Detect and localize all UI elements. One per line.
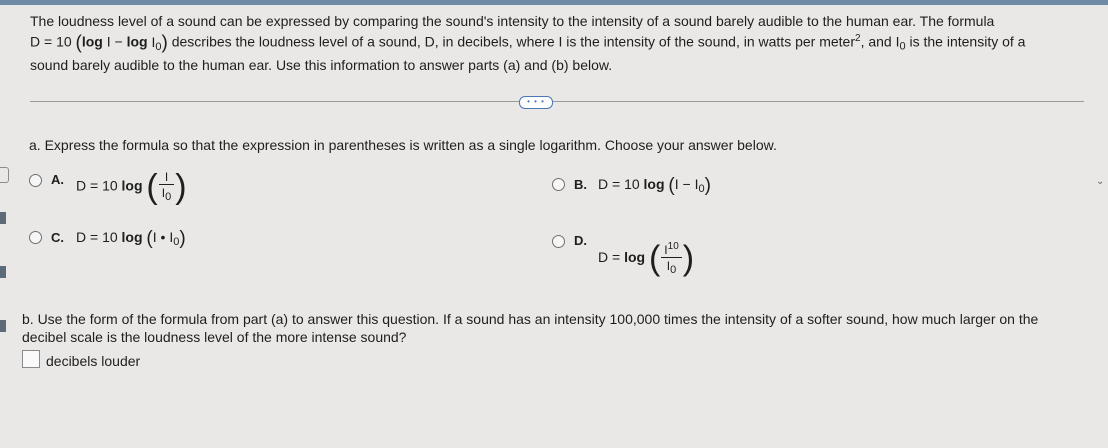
option-b-letter: B. (574, 177, 587, 192)
paren-close: ) (161, 32, 168, 54)
paren-open: ( (75, 32, 82, 54)
option-d-lhs: D = (598, 249, 621, 266)
meter-exponent: 2 (855, 33, 861, 44)
option-b-paren-close: ) (704, 175, 711, 196)
formula-i0 (151, 33, 162, 53)
option-d-radio[interactable] (552, 235, 565, 248)
intro-line-2-end: is the intensity of a (905, 33, 1026, 50)
option-b-radio[interactable] (552, 178, 565, 191)
option-d-num-base: I (664, 243, 668, 257)
side-marker-1 (0, 212, 6, 224)
option-d-numerator (661, 240, 681, 257)
option-b-inner-sub: 0 (698, 183, 705, 195)
intro-line-2-text: describes the loudness level of a sound, D, in decibels, where I is the intensity of the sound, in watts per meter (167, 33, 855, 50)
option-d-den-base: I (666, 259, 671, 273)
option-c-paren-open: ( (146, 228, 153, 249)
option-b-lhs: D = 10 (598, 176, 640, 192)
option-c-log: log (121, 229, 143, 245)
option-c-letter: C. (51, 230, 64, 245)
option-b-paren-open: ( (668, 175, 675, 196)
answer-unit-label: decibels louder (46, 353, 141, 369)
option-a-paren-close: ) (175, 168, 187, 206)
option-a-letter: A. (51, 172, 64, 187)
answer-input[interactable] (22, 350, 40, 368)
option-c-radio[interactable] (29, 231, 42, 244)
intro-and: , and I (860, 33, 900, 50)
option-a-radio[interactable] (29, 174, 42, 187)
formula-i0-base: I (151, 33, 156, 50)
option-a-den-base: I (161, 186, 166, 200)
problem-statement (30, 12, 1080, 74)
option-a-fraction (159, 170, 174, 204)
chevron-down-icon[interactable]: ⌄ (1096, 176, 1105, 187)
intro-line-3: sound barely audible to the human ear. Use this information to answer parts (a) and (b) below. (30, 56, 613, 73)
side-marker-2 (0, 266, 6, 278)
option-a-lhs: D = 10 (76, 177, 118, 194)
option-d-paren-close: ) (682, 239, 695, 278)
formula-lhs: D = 10 (30, 33, 72, 50)
option-b-inner: I − I (674, 176, 699, 192)
option-d-fraction (661, 240, 681, 277)
option-b-formula (598, 175, 711, 197)
part-a-question: a. Express the formula so that the expression in parentheses is written as a single logarithm. Choose your answer below. (29, 137, 777, 153)
option-a-den-sub: 0 (165, 191, 172, 203)
option-c-formula (76, 228, 186, 250)
option-d-denominator (661, 257, 681, 277)
formula-log-1: log (81, 33, 103, 50)
option-a-numerator: I (164, 170, 169, 184)
option-d-num-sup: 10 (667, 241, 679, 252)
option-d-den-sub: 0 (670, 264, 677, 276)
intro-line-2 (30, 30, 1080, 56)
side-marker-3 (0, 320, 6, 332)
option-a-denominator (159, 184, 174, 204)
intro-line-1: The loudness level of a sound can be expressed by comparing the sound's intensity to the intensity of a sound barely audible to the human ear. The formula (30, 13, 995, 29)
intro-and-sub: 0 (899, 40, 906, 53)
option-d-log: log (624, 249, 646, 266)
option-d-paren-open: ( (648, 239, 661, 278)
section-divider (30, 101, 1084, 102)
expand-more-button[interactable]: • • • (519, 96, 553, 109)
option-d-formula (598, 240, 694, 277)
formula-log-2: log (126, 33, 148, 50)
side-scroll-tab[interactable] (0, 167, 9, 183)
option-c-lhs: D = 10 (76, 229, 118, 245)
option-a-formula (76, 170, 187, 204)
option-c-inner: I • I (152, 229, 174, 245)
option-b-log: log (643, 176, 665, 192)
part-b-question: b. Use the form of the formula from part (a) to answer this question. If a sound has an intensity 100,000 times the intensity of a softer sound, how much larger on the decibel scale is the loudness level of the more intense sound? (22, 311, 1039, 345)
option-a-log: log (121, 177, 143, 194)
option-c-paren-close: ) (179, 228, 186, 249)
option-d-letter: D. (574, 233, 587, 248)
formula-i0-sub: 0 (155, 40, 162, 53)
option-c-inner-sub: 0 (173, 236, 180, 248)
option-a-paren-open: ( (146, 168, 158, 206)
top-accent-bar (0, 0, 1108, 5)
formula-i: I − (106, 33, 127, 50)
